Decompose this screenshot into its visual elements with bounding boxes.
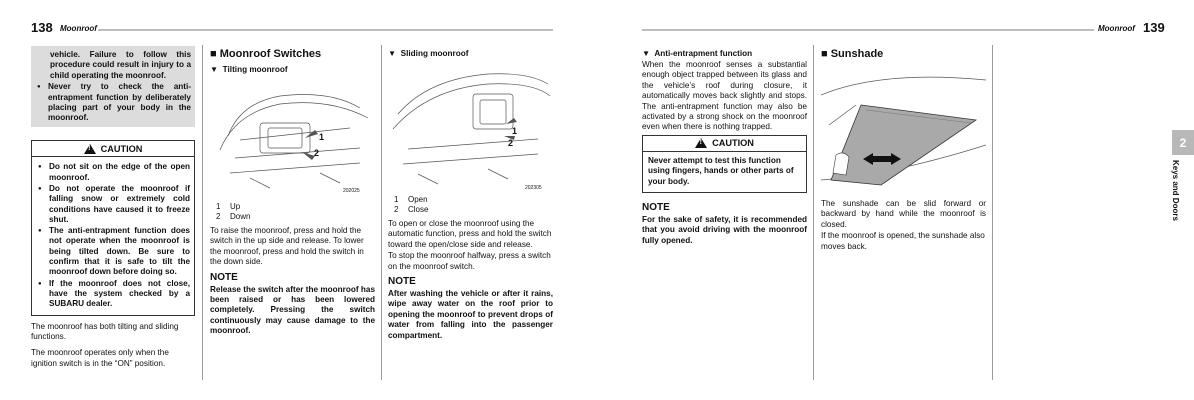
figure-sunshade bbox=[821, 65, 986, 193]
figure-code: 202025 bbox=[343, 188, 360, 194]
left-header-rule bbox=[98, 29, 553, 31]
note-title: NOTE bbox=[210, 271, 238, 283]
paragraph: The moonroof has both tilting and sliding functions. bbox=[31, 321, 179, 341]
subheading: ▼ Sliding moonroof bbox=[388, 49, 469, 58]
right-column-2 bbox=[821, 48, 986, 252]
callout-2: 2 bbox=[314, 148, 320, 158]
chapter-tab: 2 bbox=[1172, 130, 1194, 155]
caution-title: CAUTION bbox=[712, 138, 754, 149]
left-column-2 bbox=[210, 48, 375, 337]
warning-triangle-icon: ! bbox=[84, 144, 96, 154]
caution-header bbox=[643, 136, 806, 152]
triangle-down-icon: ▼ bbox=[388, 49, 397, 58]
caution-item: ● If the moonroof does not close, have the system checked by a SUBARU dealer. bbox=[34, 279, 190, 310]
note-title: NOTE bbox=[388, 276, 416, 288]
sliding-switch-illustration bbox=[388, 64, 553, 192]
note-text: After washing the vehicle or after it rains, wipe away water on the roof prior to opening the moonroof to prevent drops of water from falling into the passenger compartment. bbox=[388, 289, 553, 340]
square-bullet-icon: ■ bbox=[821, 48, 828, 60]
caution-title: CAUTION bbox=[100, 143, 143, 154]
warning-list bbox=[33, 82, 191, 123]
subheading: ▼ Tilting moonroof bbox=[210, 65, 288, 74]
warning-triangle-icon: ! bbox=[695, 138, 707, 148]
paragraph: If the moonroof is opened, the sunshade also moves back. bbox=[821, 231, 985, 251]
triangle-down-icon: ▼ bbox=[642, 49, 651, 58]
legend-item: 1 Up bbox=[216, 202, 241, 211]
note-text: Release the switch after the moonroof has been raised or has been lowered completely. Pressing the switch continuously may cause damage to the moonroof. bbox=[210, 284, 375, 336]
right-column-1 bbox=[642, 49, 807, 246]
warning-continued-text: vehicle. Failure to follow this procedure could result in injury to a child operating the moonroof. bbox=[50, 50, 191, 80]
figure-sliding-switch bbox=[388, 64, 553, 192]
caution-item: ● Do not operate the moonroof if falling snow or extremely cold conditions have caused it to freeze shut. bbox=[34, 184, 190, 225]
triangle-down-icon: ▼ bbox=[210, 65, 219, 74]
figure-legend bbox=[210, 202, 375, 221]
paragraph: The moonroof operates only when the ignition switch is in the “ON” position. bbox=[31, 348, 169, 368]
subheading: ▼ Anti-entrapment function bbox=[642, 49, 753, 58]
warning-item: ● Never try to check the anti-entrapment function by deliberately placing part of your body in the moonroof. bbox=[33, 82, 191, 123]
legend-item: 2 Close bbox=[394, 204, 429, 214]
figure-tilting-switch bbox=[210, 78, 375, 198]
column-divider bbox=[992, 45, 993, 380]
paragraph: When the moonroof senses a substantial enough object trapped between its glass and the vehicle’s roof during closure, it automatically moves back slightly and stops. The anti-entrapment function may also be activated by a strong shock on the moonroof even when there is nothing trapped. bbox=[642, 60, 807, 132]
figure-legend bbox=[388, 195, 553, 214]
caution-box bbox=[31, 140, 195, 315]
right-section-title: Moonroof bbox=[1098, 24, 1135, 33]
note-title: NOTE bbox=[642, 202, 670, 214]
sunshade-illustration bbox=[821, 65, 986, 193]
figure-code: 202305 bbox=[525, 185, 542, 191]
caution-item: ● The anti-entrapment function does not operate when the moonroof is being tilted down. Be sure to confirm that it is safe to tilt the moonroof down before doing so. bbox=[34, 226, 190, 277]
caution-box bbox=[642, 135, 807, 193]
section-heading: ■ Sunshade bbox=[821, 48, 884, 60]
left-page-number: 138 bbox=[31, 20, 53, 35]
warning-continued-box bbox=[31, 46, 195, 127]
square-bullet-icon: ■ bbox=[210, 48, 217, 60]
left-section-title: Moonroof bbox=[60, 24, 97, 33]
column-divider bbox=[202, 45, 203, 380]
callout-1: 1 bbox=[319, 132, 325, 142]
section-heading: ■ Moonroof Switches bbox=[210, 48, 322, 60]
paragraph: To stop the moonroof halfway, press a switch on the moonroof switch. bbox=[388, 251, 551, 271]
legend-item: 1 Open bbox=[394, 195, 428, 204]
caution-header bbox=[32, 141, 194, 157]
right-header-rule bbox=[642, 29, 1094, 31]
callout-1: 1 bbox=[512, 126, 518, 136]
caution-list bbox=[32, 157, 194, 314]
paragraph: To open or close the moonroof using the automatic function, press and hold the switch toward the open/close side and release. bbox=[388, 219, 552, 249]
left-column-3 bbox=[388, 49, 553, 341]
paragraph: The sunshade can be slid forward or backward by hand while the moonroof is closed. bbox=[821, 199, 986, 229]
right-page-number: 139 bbox=[1143, 20, 1165, 35]
legend-item: 2 Down bbox=[216, 211, 251, 221]
callout-2: 2 bbox=[508, 138, 514, 148]
paragraph: To raise the moonroof, press and hold the switch in the up side and release. To lower the moonroof, press and hold the switch in the down side. bbox=[210, 226, 364, 267]
caution-item: ● Do not sit on the edge of the open moonroof. bbox=[34, 162, 190, 183]
chapter-title: Keys and Doors bbox=[1171, 160, 1180, 221]
caution-text: Never attempt to test this function using fingers, hands or other parts of your body. bbox=[648, 155, 794, 186]
left-column-1 bbox=[31, 46, 195, 369]
note-text: For the sake of safety, it is recommended that you avoid driving with the moonroof fully opened. bbox=[642, 215, 807, 245]
column-divider bbox=[381, 45, 382, 380]
column-divider bbox=[813, 45, 814, 380]
tilting-switch-illustration bbox=[210, 78, 375, 198]
